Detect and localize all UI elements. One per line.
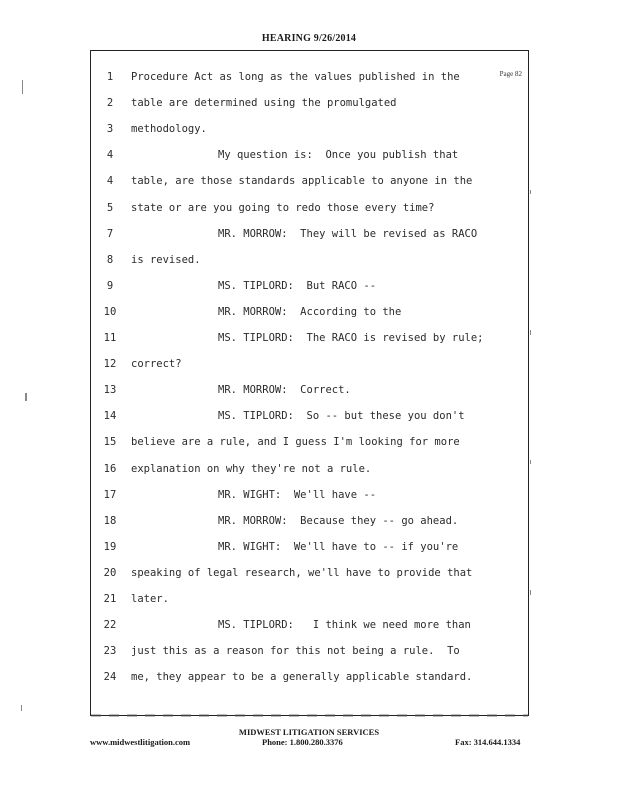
transcript-page-frame [90, 50, 529, 716]
transcript-line [91, 224, 528, 244]
line-number: 3 [106, 123, 114, 136]
line-text: Procedure Act as long as the values published in the [131, 71, 460, 83]
transcript-line [91, 354, 528, 374]
line-number: 17 [103, 488, 117, 501]
transcript-line [91, 615, 528, 635]
line-text: explanation on why they're not a rule. [131, 462, 372, 475]
footer-phone: Phone: 1.800.280.3376 [262, 737, 343, 747]
line-text: MS. TIPLORD: But RACO -- [218, 279, 377, 292]
line-text: table, are those standards applicable to anyone in the [131, 175, 473, 188]
transcript-line [91, 171, 528, 191]
footer-company: MIDWEST LITIGATION SERVICES [238, 727, 380, 737]
line-text: methodology. [131, 123, 207, 136]
line-number: 13 [103, 384, 117, 397]
transcript-line [91, 276, 528, 296]
transcript-line [91, 302, 528, 322]
line-text: MR. MORROW: They will be revised as RACO [218, 227, 478, 240]
transcript-line [91, 511, 528, 531]
transcript-line [91, 67, 528, 87]
margin-mark [530, 190, 531, 194]
transcript-line [91, 589, 528, 609]
transcript-line [91, 250, 528, 270]
transcript-line [91, 459, 528, 479]
line-number: 14 [103, 410, 117, 423]
line-number: 23 [103, 645, 117, 658]
line-text: MR. WIGHT: We'll have -- [218, 488, 377, 501]
margin-mark [530, 460, 531, 464]
line-number: 7 [106, 227, 114, 240]
line-text: My question is: Once you publish that [218, 149, 459, 162]
line-number: 10 [103, 305, 117, 318]
line-text: correct? [131, 358, 182, 371]
transcript-line [91, 145, 528, 165]
transcript-line [91, 406, 528, 426]
transcript-line [91, 641, 528, 661]
line-text: MR. WIGHT: We'll have to -- if you're [218, 540, 459, 553]
margin-mark [25, 393, 27, 401]
line-number: 4 [106, 175, 114, 188]
transcript-line [91, 328, 528, 348]
footer-fax: Fax: 314.644.1334 [455, 737, 521, 747]
transcript-line [91, 485, 528, 505]
margin-mark [530, 330, 531, 335]
transcript-line [91, 667, 528, 687]
line-text: table are determined using the promulgated [131, 97, 397, 110]
line-number: 8 [106, 253, 114, 266]
line-text: MS. TIPLORD: So -- but these you don't [218, 410, 465, 423]
transcript-line [91, 198, 528, 218]
line-number: 2 [106, 97, 114, 110]
line-number: 11 [103, 332, 117, 344]
line-text: state or are you going to redo those every time? [131, 201, 435, 214]
line-number: 22 [103, 619, 117, 632]
margin-mark [21, 705, 22, 711]
line-number: 12 [103, 358, 117, 371]
line-text: MR. MORROW: According to the [218, 305, 402, 318]
line-number: 5 [106, 201, 114, 214]
line-number: 24 [103, 671, 117, 684]
page-number: Page 82 [499, 70, 522, 78]
line-number: 18 [103, 514, 117, 527]
transcript-line [91, 119, 528, 139]
line-number: 19 [103, 540, 117, 553]
line-text: later. [131, 593, 169, 605]
margin-mark [22, 80, 23, 94]
line-text: MR. MORROW: Correct. [218, 384, 351, 397]
line-text: speaking of legal research, we'll have to provide that [131, 566, 473, 579]
bottom-border-artifact [91, 714, 528, 717]
footer-website: www.midwestlitigation.com [90, 737, 191, 747]
line-number: 15 [103, 436, 117, 449]
line-text: MS. TIPLORD: The RACO is revised by rule; [218, 332, 484, 344]
transcript-line [91, 563, 528, 583]
line-text: believe are a rule, and I guess I'm looking for more [131, 436, 460, 449]
line-number: 9 [106, 279, 114, 292]
line-text: MR. MORROW: Because they -- go ahead. [218, 514, 459, 527]
line-number: 4 [106, 149, 114, 162]
transcript-line [91, 432, 528, 452]
line-number: 16 [103, 462, 117, 475]
line-text: MS. TIPLORD: I think we need more than [218, 619, 471, 632]
page-header-title: HEARING 9/26/2014 [261, 33, 357, 44]
margin-mark [530, 590, 531, 595]
line-number: 1 [106, 71, 114, 83]
line-number: 21 [103, 593, 117, 605]
transcript-line [91, 380, 528, 400]
line-number: 20 [103, 566, 117, 579]
transcript-line [91, 93, 528, 113]
line-text: just this as a reason for this not being a rule. To [131, 645, 460, 658]
line-text: me, they appear to be a generally applicable standard. [131, 671, 473, 684]
line-text: is revised. [131, 253, 201, 266]
transcript-line [91, 537, 528, 557]
